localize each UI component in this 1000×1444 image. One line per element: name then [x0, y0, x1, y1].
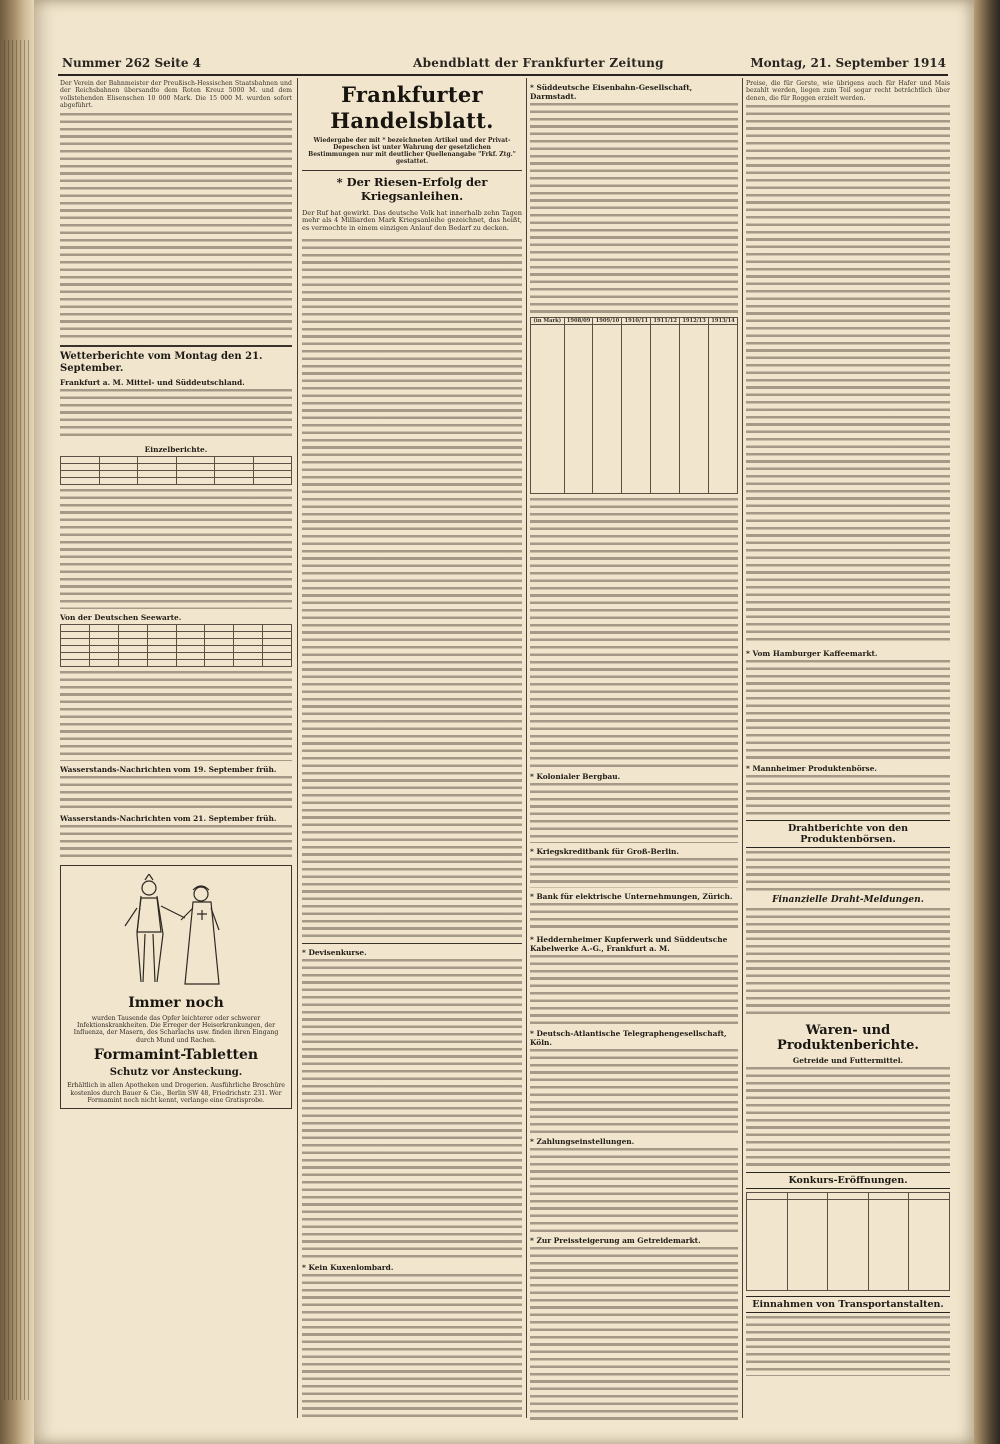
weather-forecast-text: [60, 389, 292, 441]
column-3: [530, 80, 738, 1420]
financial-wires-heading: Finanzielle Draht-Meldungen.: [772, 895, 924, 906]
binding-page-edges: [4, 40, 30, 1400]
payment-suspensions-text: [530, 1148, 738, 1232]
weather-stations-text: [60, 489, 292, 609]
grain-market-heading: * Zur Preissteigerung am Getreidemarkt.: [530, 1236, 701, 1245]
war-bonds-article-title: * Der Riesen-Erfolg der Kriegsanleihen.: [336, 175, 488, 203]
water-level-text-21: [60, 825, 292, 859]
coffee-market-text: [746, 660, 950, 760]
individual-reports-heading: Einzelberichte.: [144, 444, 208, 454]
ad-body-text: wurden Tausende das Opfer leichterer oder schwerer Infektionskrankheiten. Die Erreger der Heiserkrankungen, der Influenza, der Masern, des Scharlachs usw. finden ihren Eingang durch Mund und Rachen.: [73, 1014, 279, 1044]
page-number-label: Nummer 262 Seite 4: [62, 56, 202, 70]
seewarte-table: [60, 624, 292, 667]
railway-company-heading: * Süddeutsche Eisenbahn-Gesellschaft, Darmstadt.: [530, 83, 693, 101]
bahnmeister-notice: Der Verein der Bahnmeister der Preußisch-Hessischen Staatsbahnen und der Reichsbahnen übersandte dem Roten Kreuz 5000 M. und dem vollstehenden Elisenschen 10 000 Mark. Die 15 000 M. wurden sofort abgeführt.: [60, 80, 292, 110]
table-header-cell: 1910/11: [622, 318, 651, 325]
column-divider-2: [526, 78, 527, 1418]
zurich-bank-heading: * Bank für elektrische Unternehmungen, Zürich.: [530, 892, 733, 901]
table-header-cell: (in Mark): [531, 318, 565, 325]
column-divider-3: [742, 78, 743, 1418]
telegraph-company-heading: * Deutsch-Atlantische Telegraphengesellschaft, Köln.: [530, 1029, 727, 1047]
reprint-notice: Wiedergabe der mit * bezeichneten Artikel und der Privat-Depeschen ist unter Wahrung der gesetzlichen Bestimmungen nur mit deutlicher Quellenangabe "Frkf. Ztg." gestattet.: [308, 137, 516, 165]
issue-date: Montag, 21. September 1914: [750, 56, 946, 70]
book-binding: [0, 0, 34, 1444]
table-header-cell: 1911/12: [651, 318, 680, 325]
transport-revenue-heading: Einnahmen von Transportanstalten.: [746, 1296, 950, 1313]
railway-finance-table: [530, 317, 738, 494]
seewarte-text: [60, 671, 292, 761]
section-rule: [302, 943, 522, 944]
zurich-bank-text: [530, 903, 738, 931]
water-level-heading-19: Wasserstands-Nachrichten vom 19. September früh.: [60, 764, 277, 774]
kuxen-heading: * Kein Kuxenlombard.: [302, 1262, 394, 1272]
column-1: [60, 80, 292, 1420]
weather-table: [60, 456, 292, 485]
colonial-mining-text: [530, 783, 738, 843]
bankruptcy-heading: Konkurs-Eröffnungen.: [746, 1172, 950, 1189]
railway-company-text-continued: [530, 498, 738, 768]
mannheim-exchange-heading: * Mannheimer Produktenbörse.: [746, 764, 877, 774]
column-2: [302, 80, 522, 1420]
grain-feed-subheading: Getreide und Futtermittel.: [792, 1056, 904, 1066]
header-rule: [58, 74, 948, 76]
ad-headline: Immer noch: [128, 994, 224, 1011]
grain-prices-opening: Preise, die für Gerste, wie übrigens auch für Hafer und Mais bezahlt werden, liegen zum Teil sogar recht beträchtlich über denen, die für Roggen erzielt werden.: [746, 80, 950, 102]
mannheim-exchange-text: [746, 775, 950, 815]
column-divider-1: [297, 78, 298, 1418]
financial-wires-text: [746, 908, 950, 1018]
colonial-mining-heading: * Kolonialer Bergbau.: [530, 772, 621, 781]
weather-region-subheading: Frankfurt a. M. Mittel- und Süddeutschland.: [60, 377, 245, 387]
exchange-rates-heading: * Devisenkurse.: [302, 947, 367, 957]
column-4: [746, 80, 950, 1420]
table-header-cell: 1909/10: [593, 318, 622, 325]
table-header-cell: 1912/13: [680, 318, 709, 325]
kuxen-text: [302, 1274, 522, 1420]
newspaper-title: Abendblatt der Frankfurter Zeitung: [413, 56, 664, 70]
transport-revenue-text: [746, 1316, 950, 1376]
page-right-edge-shadow: [974, 0, 1000, 1444]
table-header-cell: 1908/09: [564, 318, 593, 325]
ad-product-name: Formamint-Tabletten: [93, 1047, 259, 1064]
water-level-heading-21: Wasserstands-Nachrichten vom 21. September früh.: [60, 813, 277, 823]
exchange-rates-text: [302, 959, 522, 1259]
telegraph-company-text: [530, 1049, 738, 1133]
commodity-reports-heading: Waren- und Produktenberichte.: [777, 1023, 919, 1054]
grain-feed-text: [746, 1067, 950, 1167]
section-rule: [60, 345, 292, 347]
grain-prices-text: [746, 105, 950, 645]
table-header-cell: 1913/14: [709, 318, 738, 325]
grain-market-text: [530, 1247, 738, 1420]
bankruptcy-table: [746, 1192, 950, 1291]
weather-report-heading: Wetterberichte vom Montag den 21. September.: [60, 350, 263, 374]
war-credit-bank-heading: * Kriegskreditbank für Groß-Berlin.: [530, 847, 679, 856]
trade-section-masthead: Frankfurter Handelsblatt.: [330, 82, 494, 133]
coffee-market-heading: * Vom Hamburger Kaffeemarkt.: [746, 649, 878, 659]
war-credit-bank-text: [530, 858, 738, 888]
railway-company-text: [530, 103, 738, 313]
formamint-advertisement: [60, 865, 292, 1110]
produce-exchange-wires-heading: Drahtberichte von den Produktenbörsen.: [746, 820, 950, 848]
copper-works-heading: * Heddernheimer Kupferwerk und Süddeutsche Kabelwerke A.-G., Frankfurt a. M.: [530, 935, 728, 953]
water-level-text-19: [60, 776, 292, 810]
section-rule: [302, 170, 522, 171]
war-bonds-article-body: [302, 239, 522, 939]
ad-claim: Schutz vor Ansteckung.: [109, 1067, 243, 1079]
ad-footer-text: Erhältlich in allen Apotheken und Drogerien. Ausführliche Broschüre kostenlos durch Bauer & Cie., Berlin SW 48, Friedrichstr. 231. Wer Formamint noch nicht kennt, verlange eine Gratisprobe.: [67, 1082, 285, 1105]
page-header: [58, 56, 948, 72]
soldier-and-nurse-illustration: [101, 874, 251, 992]
copper-works-text: [530, 955, 738, 1025]
produce-exchange-wires-text: [746, 851, 950, 891]
local-news-text: [60, 113, 292, 341]
payment-suspensions-heading: * Zahlungseinstellungen.: [530, 1137, 635, 1146]
war-bonds-article-lead: Der Ruf hat gewirkt. Das deutsche Volk hat innerhalb zehn Tagen mehr als 4 Milliarden Mark Kriegsanleihe gezeichnet, das heißt, es vermochte in einem einzigen Anlauf den Bedarf zu decken.: [302, 208, 522, 232]
seewarte-heading: Von der Deutschen Seewarte.: [60, 612, 182, 622]
